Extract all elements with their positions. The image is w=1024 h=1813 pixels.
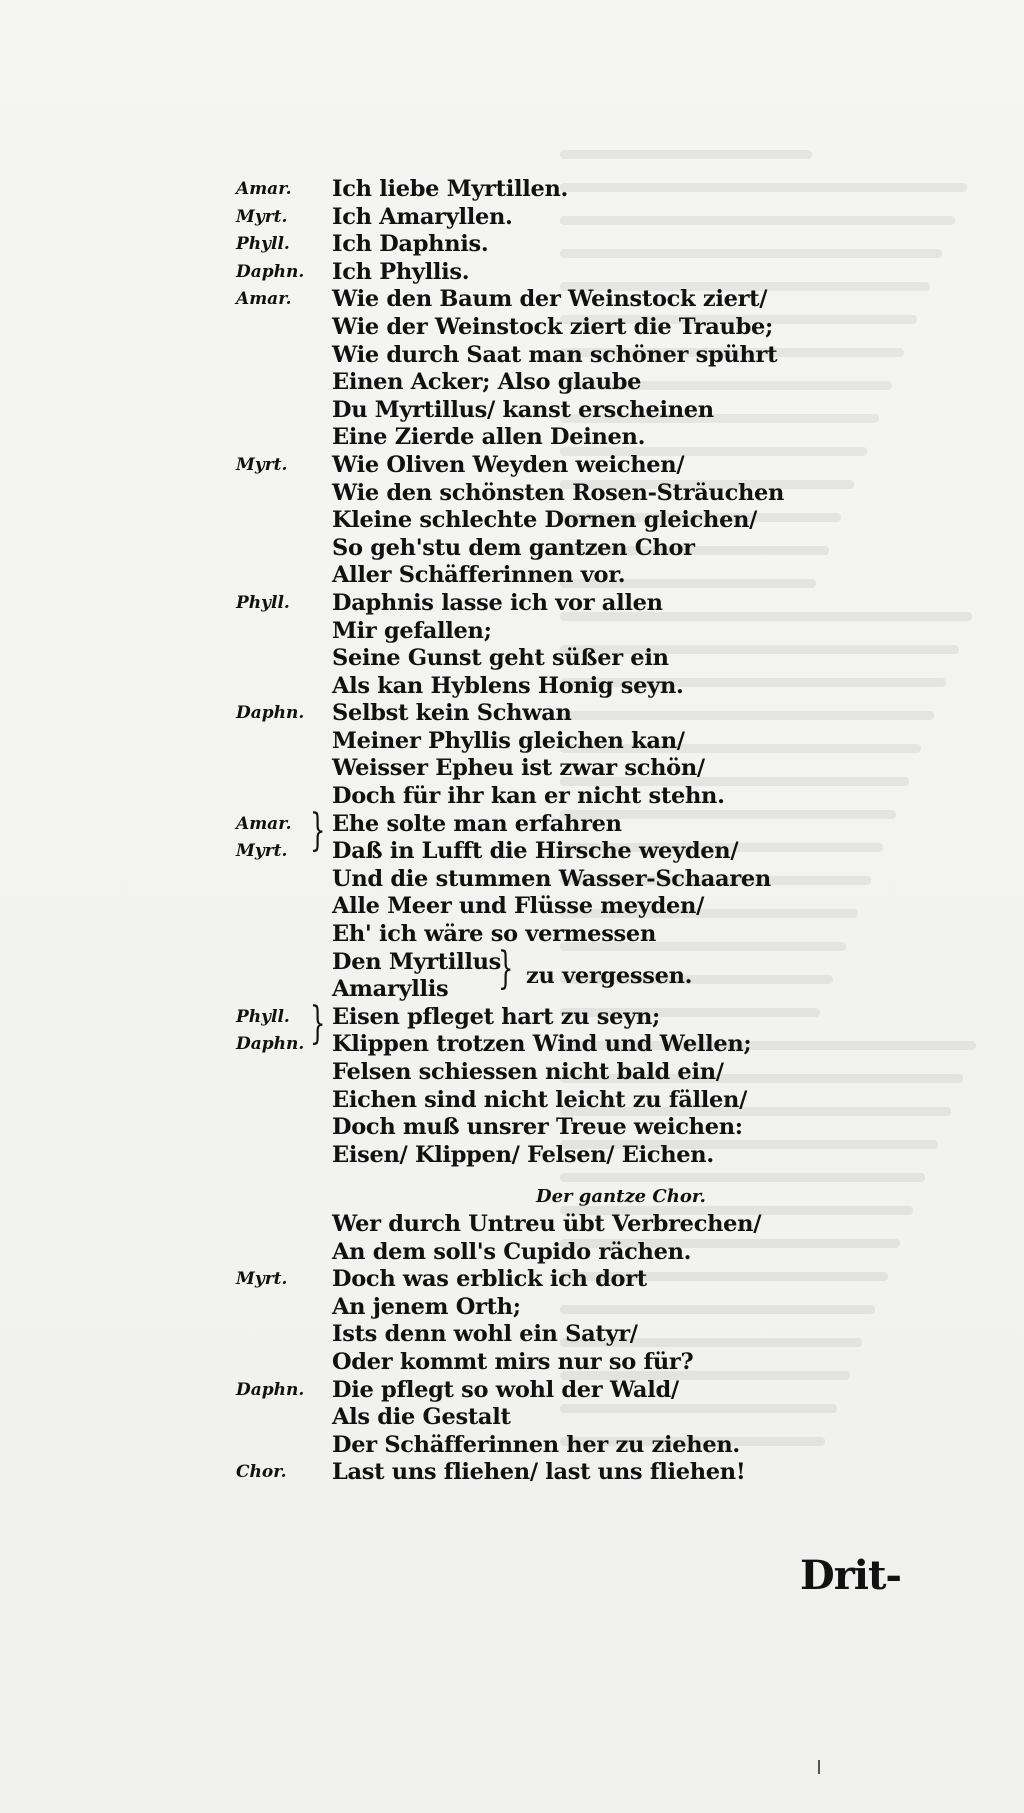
verse-row [236,535,756,563]
verse-row [236,1266,756,1294]
verse-row [236,1321,756,1349]
verse-row [236,204,756,232]
verse-row [236,1294,756,1322]
verse-line: Du Myrtillus/ kanst erscheinen [332,396,714,423]
verse-line: Wie Oliven Weyden weichen/ [332,451,685,478]
verse-row [236,755,756,783]
verse-row [236,1349,756,1377]
verse-line: Ich Phyllis. [332,258,470,285]
verse-row [236,313,774,342]
verse-line: Ich Amaryllen. [332,203,513,230]
catchword: Drit- [800,1552,902,1599]
verse-row [236,865,771,894]
verse-row [236,1142,756,1170]
speaker-brace: } [310,804,326,856]
verse-line: Ich liebe Myrtillen. [332,176,569,202]
verse-line: Ists denn wohl ein Satyr/ [332,1321,638,1348]
verse-line: Oder kommt mirs nur so für? [332,1348,694,1375]
verse-line: So geh'stu dem gantzen Chor [332,534,695,561]
verse-row [236,341,778,370]
speaker-label: Phyll. [236,1006,290,1027]
verse-row [236,452,756,480]
verse-row [236,397,756,425]
verse-line: Als die Gestalt [332,1404,511,1431]
verse-row [236,893,756,921]
verse-row [236,1114,756,1142]
verse-line: Doch muß unsrer Treue weichen: [332,1114,743,1141]
verse-row [236,1377,756,1405]
verse-row [236,1087,756,1115]
verse-line: Wie der Weinstock ziert die Traube; [332,313,774,340]
verse-line: An jenem Orth; [332,1293,521,1320]
speaker-label: Amar. [236,179,292,199]
verse-row [236,176,756,204]
verse-row [236,1459,756,1487]
verse-line: Der Schäfferinnen her zu ziehen. [332,1431,740,1458]
verse-row [236,286,768,314]
verse-line: Die pflegt so wohl der Wald/ [332,1376,679,1403]
speaker-label: Daphn. [236,703,305,724]
verse-line: Als kan Hyblens Honig seyn. [332,672,684,699]
speaker-brace: } [310,997,326,1049]
verse-line: Aller Schäfferinnen vor. [332,562,626,589]
verse-row [236,479,785,508]
verse-line: Ich Daphnis. [332,231,489,258]
verse-line: Doch für ihr kan er nicht stehn. [332,783,725,810]
verse-row [236,1432,756,1460]
speaker-label: Myrt. [236,206,288,227]
stage-direction: Der gantze Chor. [536,1186,706,1208]
speaker-label: Phyll. [236,592,290,613]
speaker-label: Myrt. [236,454,288,475]
verse-line: Felsen schiessen nicht bald ein/ [332,1059,724,1085]
verse-row [236,231,756,259]
verse-line: Wie den Baum der Weinstock ziert/ [332,286,768,313]
verse-row [236,618,756,646]
name-brace: } [498,942,514,994]
verse-line: Einen Acker; Also glaube [332,369,642,396]
verse-line: Eh' ich wäre so vermessen [332,921,657,948]
verse-line: Eichen sind nicht leicht zu fällen/ [332,1086,748,1113]
speaker-label: Chor. [236,1462,287,1483]
brace-suffix: zu vergessen. [526,962,693,989]
speaker-label: Phyll. [236,234,290,255]
page-mark [818,1760,820,1774]
verse-line: Mir gefallen; [332,617,492,644]
verse-row [236,590,756,618]
verse-row [236,700,756,728]
bleed-line [560,150,812,159]
verse-line: Klippen trotzen Wind und Wellen; [332,1031,752,1058]
speaker-label: Daphn. [236,1379,305,1400]
verse-row [236,838,756,866]
verse-line: Wer durch Untreu übt Verbrechen/ [332,1210,762,1237]
verse-row [236,507,756,535]
verse-line: Weisser Epheu ist zwar schön/ [332,755,705,782]
verse-row [236,562,756,590]
verse-row [236,1059,756,1087]
speaker-label: Daphn. [236,261,305,282]
verse-line: Kleine schlechte Dornen gleichen/ [332,507,758,534]
verse-line: Und die stummen Wasser-Schaaren [332,865,771,892]
verse-row [236,1239,756,1267]
verse-line: Eine Zierde allen Deinen. [332,424,646,451]
speaker-label: Amar. [236,813,292,834]
verse-line: Doch was erblick ich dort [332,1266,647,1293]
spacer [236,1169,756,1183]
verse-row [236,369,756,397]
verse-line: Amaryllis [332,976,449,1003]
verse-line: Meiner Phyllis gleichen kan/ [332,727,685,754]
verse-line: Last uns fliehen/ last uns fliehen! [332,1459,746,1486]
verse-line: Wie den schönsten Rosen-Sträuchen [332,479,785,506]
verse-line: Seine Gunst geht süßer ein [332,645,669,672]
verse-line: Eisen/ Klippen/ Felsen/ Eichen. [332,1141,714,1168]
verse-line: Daphnis lasse ich vor allen [332,589,663,616]
verse-row [236,921,756,949]
verse-row [236,673,756,701]
speaker-label: Daphn. [236,1034,305,1055]
verse-line: Alle Meer und Flüsse meyden/ [332,893,704,920]
verse-line: An dem soll's Cupido rächen. [332,1238,692,1265]
verse-row [236,424,756,452]
verse-dialogue [236,176,785,1487]
speaker-label: Amar. [236,289,292,310]
verse-row [236,1031,756,1059]
verse-row [236,645,756,673]
verse-line: Selbst kein Schwan [332,700,572,727]
verse-row [236,1404,756,1432]
speaker-label: Myrt. [236,1269,288,1290]
verse-row [236,1210,762,1239]
verse-line: Den Myrtillus [332,948,502,975]
verse-row [236,259,756,287]
stage-direction-row [236,1183,756,1211]
verse-line: Ehe solte man erfahren [332,810,622,837]
verse-line: Daß in Lufft die Hirsche weyden/ [332,838,739,865]
speaker-label: Myrt. [236,841,288,862]
verse-line: Wie durch Saat man schöner spührt [332,341,778,368]
verse-line: Eisen pfleget hart zu seyn; [332,1003,661,1030]
verse-row [236,728,756,756]
